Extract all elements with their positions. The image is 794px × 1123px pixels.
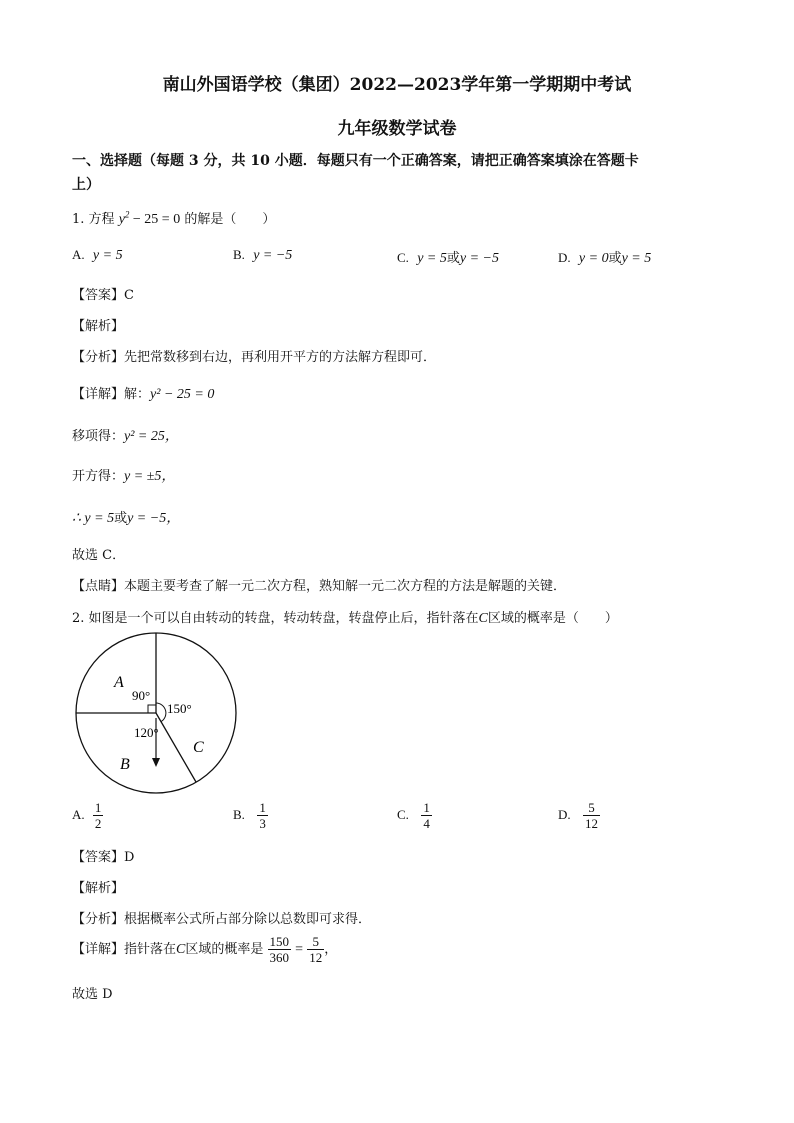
section-heading-line2: 上） (72, 177, 100, 193)
q2-option-b: B. $\frac{1}{3}$ (233, 800, 266, 831)
q1-step1: 移项得：y² = 25， (72, 429, 179, 444)
q1-option-c: C. y = 5或y = −5 (397, 250, 499, 266)
q1-answer: 【答案】C (72, 288, 134, 303)
q2-analysis-tag: 【解析】 (72, 881, 125, 896)
q2-option-c: C. $\frac{1}{4}$ (397, 800, 430, 831)
q2-stem: 2. 如图是一个可以自由转动的转盘，转动转盘，转盘停止后，指针落在C区域的概率是（ ） (72, 611, 618, 626)
page-title: 南山外国语学校（集团）2022—2023学年第一学期期中考试 (162, 75, 632, 95)
page-subtitle: 九年级数学试卷 (337, 119, 457, 139)
q1-step2: 开方得：y = ±5， (72, 469, 176, 484)
label-c: C (193, 739, 204, 756)
pointer-arrowhead (152, 758, 160, 767)
q1-option-a: A. y = 5 (72, 247, 123, 263)
q1-option-d: D. y = 0或y = 5 (558, 250, 652, 266)
q2-fenxi: 【分析】根据概率公式所占部分除以总数即可求得． (72, 912, 372, 927)
q2-option-a: A. $\frac{1}{2}$ (72, 800, 102, 831)
section-heading-line1: 一、选择题（每题 3 分，共 10 小题．每题只有一个正确答案，请把正确答案填涂在答题卡 (72, 153, 639, 169)
angle-label-150: 150° (167, 701, 192, 716)
q2-option-d: D. $\frac{5}{12}$ (558, 800, 599, 831)
spinner-figure (72, 630, 242, 800)
spinner-radius-lowerright (156, 713, 196, 782)
q1-xiangjie: 【详解】解：y² − 25 = 0 (72, 387, 215, 402)
angle-label-120: 120° (134, 725, 159, 740)
q2-answer: 【答案】D (72, 850, 135, 865)
q1-option-b: B. y = −5 (233, 247, 293, 263)
q1-conclusion: 故选 C． (72, 548, 126, 563)
q1-step3: ∴ y = 5或y = −5， (72, 511, 181, 526)
q1-equation: $y^2 - 25 = 0$ (118, 209, 181, 227)
q1-stem: 1. 方程 $y^2 - 25 = 0$ 的解是（ ） (72, 209, 276, 227)
right-angle-mark (148, 705, 156, 713)
label-a: A (114, 674, 124, 691)
q2-xiangjie: 【详解】指针落在C区域的概率是 $\frac{150}{360}$ = $\frac{5}{12}$ ， (72, 934, 338, 965)
q2-conclusion: 故选 D (72, 987, 113, 1002)
q1-fenxi: 【分析】先把常数移到右边，再利用开平方的方法解方程即可． (72, 350, 437, 365)
angle-arc-150 (156, 703, 166, 722)
angle-label-90: 90° (132, 688, 151, 703)
q1-dianjing: 【点睛】本题主要考查了解一元二次方程，熟知解一元二次方程的方法是解题的关键． (72, 579, 567, 594)
q1-analysis-tag: 【解析】 (72, 319, 125, 334)
label-b: B (120, 756, 130, 773)
